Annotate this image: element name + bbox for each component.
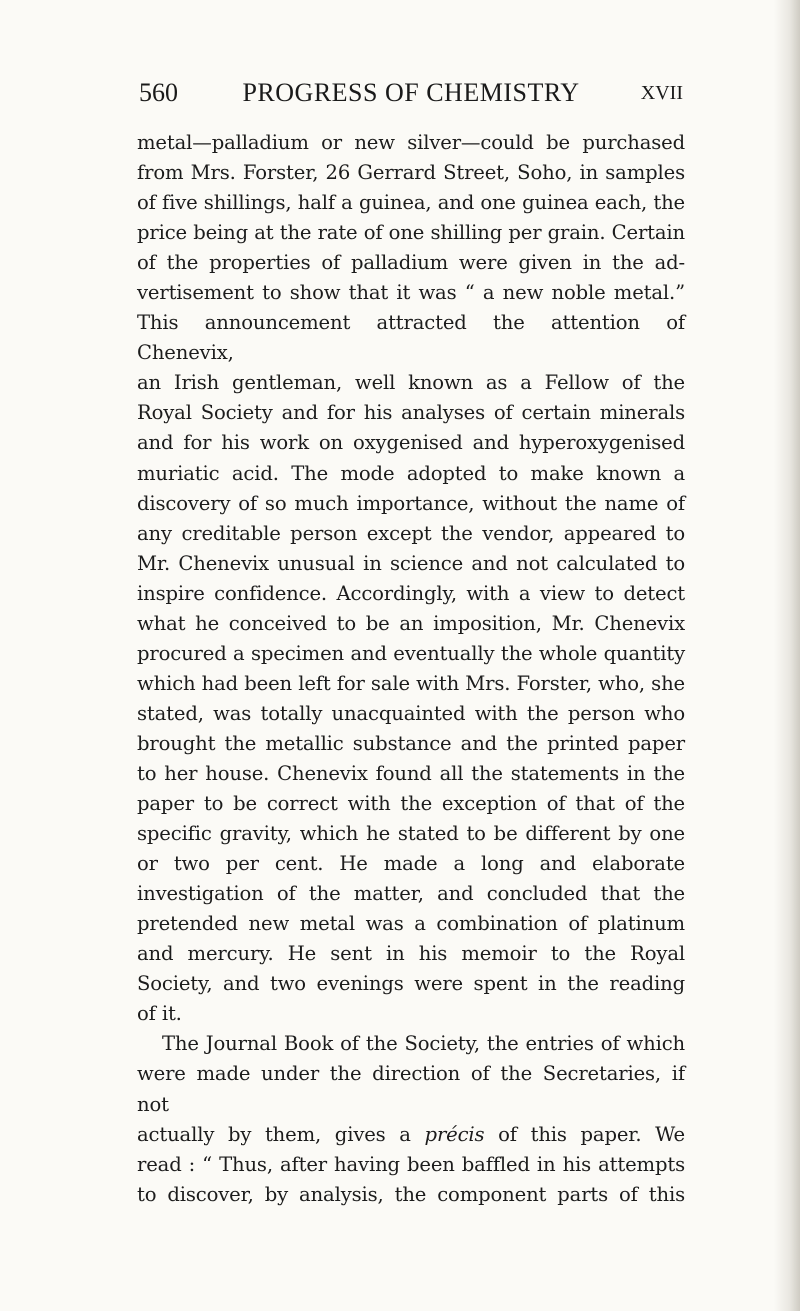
text-line: an Irish gentleman, well known as a Fellow of the (137, 371, 685, 395)
text-line: any creditable person except the vendor, appeared to (137, 521, 685, 545)
text-line: of it. (137, 1002, 182, 1026)
text-line: from Mrs. Forster, 26 Gerrard Street, Soho, in samples (137, 161, 685, 185)
page-edge-shadow (774, 0, 800, 1311)
text-line: of the properties of palladium were given in the ad- (137, 251, 685, 275)
italic-word: précis (424, 1122, 485, 1146)
text-line: discovery of so much importance, without the name of (137, 491, 685, 515)
text-line: vertisement to show that it was “ a new noble metal.” (137, 281, 685, 305)
text-line: stated, was totally unacquainted with the person who (137, 701, 685, 725)
text-line: metal—palladium or new silver—could be purchased (137, 131, 685, 154)
text-line: procured a specimen and eventually the whole quantity (137, 641, 685, 665)
text-line: were made under the direction of the Secretaries, if not (137, 1062, 685, 1116)
paragraph-1 (137, 128, 685, 1029)
text-line: The Journal Book of the Society, the entries of which (162, 1032, 685, 1056)
text-line: and mercury. He sent in his memoir to the Royal (137, 942, 685, 966)
text-line (137, 1120, 685, 1150)
text-line: what he conceived to be an imposition, Mr. Chenevix (137, 611, 685, 635)
running-title: PROGRESS OF CHEMISTRY (242, 78, 580, 107)
text-line: or two per cent. He made a long and elaborate (137, 852, 685, 876)
text-line: This announcement attracted the attention of Chenevix, (137, 311, 685, 365)
text-line: which had been left for sale with Mrs. Forster, who, she (137, 671, 685, 695)
text-line: and for his work on oxygenised and hyperoxygenised (137, 431, 685, 455)
text-line: Mr. Chenevix unusual in science and not calculated to (137, 551, 685, 575)
text-line: pretended new metal was a combination of platinum (137, 912, 685, 936)
text-line: brought the metallic substance and the printed paper (137, 731, 685, 755)
running-head (139, 76, 683, 110)
text-line: paper to be correct with the exception of that of the (137, 792, 685, 816)
text-line: read : “ Thus, after having been baffled in his attempts (137, 1152, 685, 1176)
text-line: Royal Society and for his analyses of certain minerals (137, 401, 685, 425)
text-line: to her house. Chenevix found all the statements in the (137, 761, 685, 785)
text-line: specific gravity, which he stated to be different by one (137, 822, 685, 846)
text-line: muriatic acid. The mode adopted to make known a (137, 461, 685, 485)
text-run: actually by them, gives a (137, 1122, 425, 1146)
paragraph-2 (137, 1029, 685, 1209)
text-line: price being at the rate of one shilling per grain. Certain (137, 221, 685, 245)
text-line: investigation of the matter, and concluded that the (137, 882, 685, 906)
page-number: 560 (139, 78, 178, 107)
text-line: Society, and two evenings were spent in the reading (137, 972, 685, 996)
body-text (137, 128, 685, 1210)
text-line: of five shillings, half a guinea, and one guinea each, the (137, 191, 685, 215)
text-run: of this paper. We (484, 1122, 685, 1146)
chapter-number: XVII (640, 82, 683, 104)
text-line: inspire confidence. Accordingly, with a view to detect (137, 581, 685, 605)
text-line: to discover, by analysis, the component parts of this (137, 1182, 685, 1206)
